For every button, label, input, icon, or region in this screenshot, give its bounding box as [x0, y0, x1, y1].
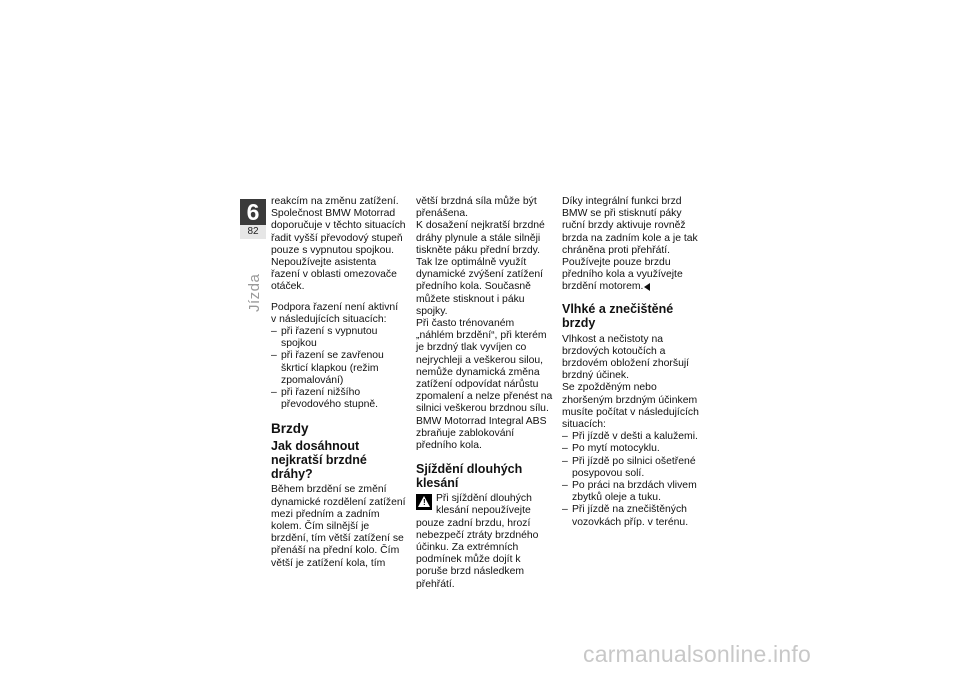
- subheading-long-descents: Sjíždění dlouhých klesání: [416, 462, 523, 491]
- text-column-2: [416, 196, 553, 591]
- list-item: – při řazení nižšího převodového stupně.: [271, 387, 406, 411]
- chapter-tab: [240, 199, 266, 239]
- page-number: 82: [240, 225, 266, 239]
- paragraph: [562, 196, 702, 294]
- subheading-wet-brakes: Vlhké a znečištěné brzdy: [562, 301, 674, 330]
- list-item: – při řazení se zavřenou škrticí klapkou (režim zpomalování): [271, 350, 406, 387]
- warning-text: Při sjíždění dlouhých klesání nepoužívejte pouze zadní brzdu, hrozí nebezpečí ztráty brzdného účinku. Za extrémních podmínek může dojít k poruše brzd následkem přehřátí.: [416, 493, 539, 590]
- text-column-1: [271, 196, 406, 578]
- watermark: carmanualsonline.info: [583, 641, 811, 667]
- list-item: – Při jízdě po silnici ošetřené posypovou solí.: [562, 456, 702, 480]
- paragraph: Podpora řazení není aktivní v následujících situacích:: [271, 301, 399, 325]
- section-heading-brzdy: Brzdy: [271, 421, 309, 437]
- shift-assist-list: [271, 326, 406, 411]
- chapter-number: 6: [246, 199, 260, 225]
- paragraph: Se zpožděným nebo zhoršeným brzdným účinkem musíte počítat v následujících situacích:: [562, 382, 699, 431]
- list-item: – Při jízdě na znečištěných vozovkách příp. v terénu.: [562, 504, 702, 528]
- warning-block: [416, 493, 553, 591]
- paragraph: větší brzdná síla může být přenášena.: [416, 196, 537, 220]
- paragraph: BMW Motorrad Integral ABS zbraňuje zablokování předního kola.: [416, 415, 547, 452]
- paragraph: Během brzdění se změní dynamické rozdělení zatížení mezi předním a zadním kolem. Čím silnější je brzdění, tím větší zatížení se přenáší na přední kolo. Čím větší je zatížení kola, tím: [271, 484, 406, 569]
- paragraph: Vlhkost a nečistoty na brzdových kotoučích a brzdovém obložení zhoršují brzdný účinek.: [562, 333, 690, 382]
- warning-icon: !: [416, 494, 432, 510]
- paragraph: K dosažení nejkratší brzdné dráhy plynule a stále silněji tiskněte páku přední brzdy. Tak lze optimálně využít dynamické zvýšení zatížení předního kola. Současně můžete stisknout i páku spojky.: [416, 220, 545, 317]
- list-item: – Po mytí motocyklu.: [562, 443, 702, 455]
- subheading-braking-distance: Jak dosáhnout nejkratší brzdné dráhy?: [271, 439, 367, 482]
- paragraph: Při často trénovaném „náhlém brzdění“, při kterém je brzdný tlak vyvíjen co nejrychleji a veškerou silou, nemůže dynamická změna zatížení odpovídat nárůstu zpomalení a nelze přenést na silnici veškerou brzdnou sílu.: [416, 318, 553, 415]
- list-item: – při řazení s vypnutou spojkou: [271, 326, 406, 350]
- list-item: – Po práci na brzdách vlivem zbytků oleje a tuku.: [562, 480, 702, 504]
- paragraph-text: Díky integrální funkci brzd BMW se při stisknutí páky ruční brzdy aktivuje rovněž brzda na zadním kole a je tak chráněna proti přehřátí. Používejte pouze brzdu předního kola a využívejte brzdění motorem.: [562, 196, 698, 293]
- wet-brakes-list: [562, 431, 702, 529]
- chapter-side-label: Jízda: [246, 273, 263, 312]
- list-item: – Při jízdě v dešti a kalužemi.: [562, 431, 702, 443]
- text-column-3: [562, 196, 702, 529]
- end-of-section-icon: [644, 283, 650, 291]
- paragraph: reakcím na změnu zatížení. Společnost BMW Motorrad doporučuje v těchto situacích řadit vyšší převodový stupeň pouze s vypnutou spojkou. Nepoužívejte asistenta řazení v oblasti omezovače otáček.: [271, 196, 406, 293]
